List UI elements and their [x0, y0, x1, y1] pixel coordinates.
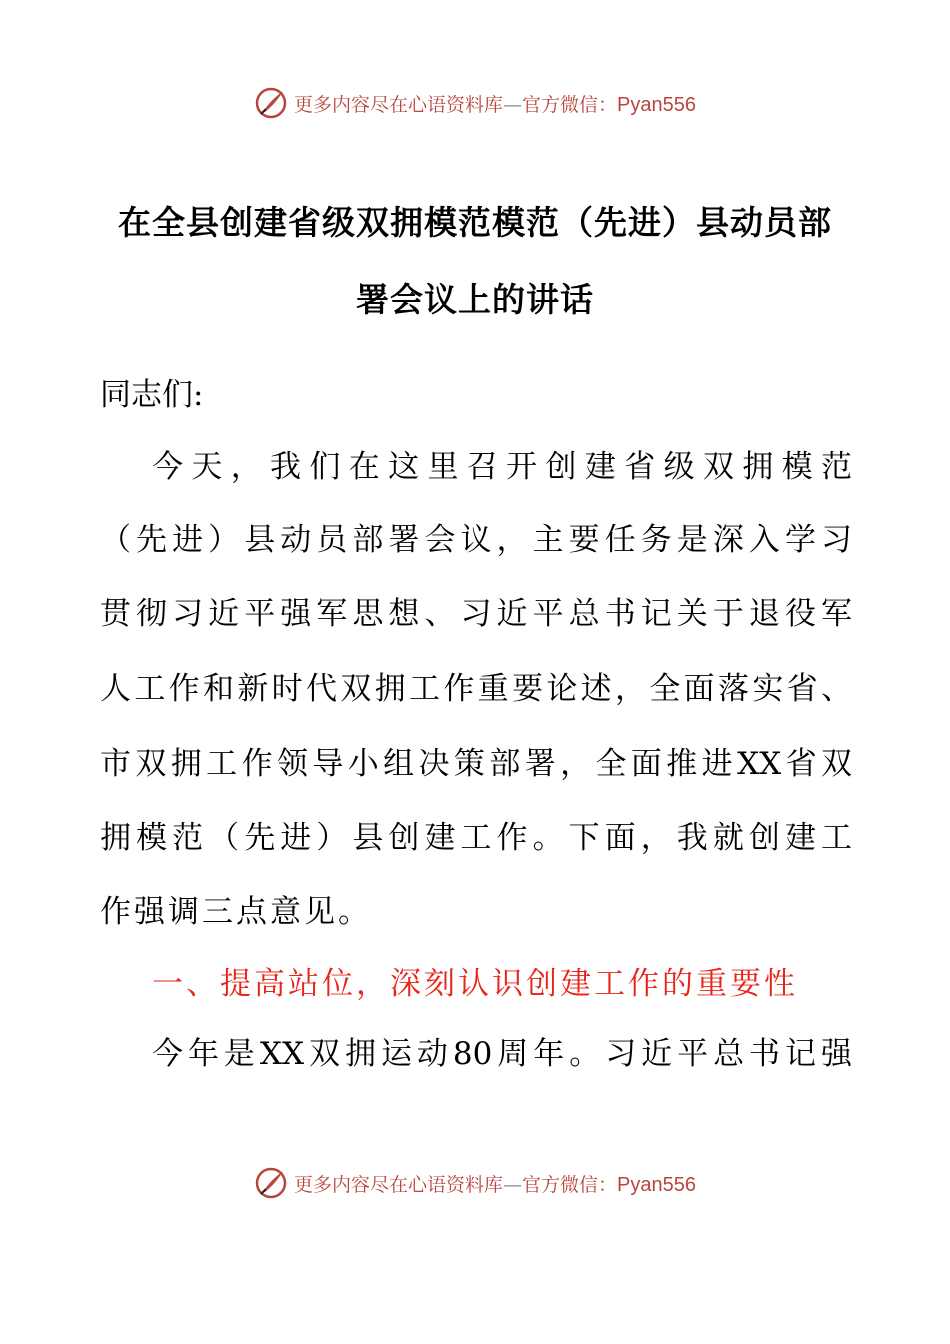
- quill-logo-icon: [254, 1166, 288, 1200]
- watermark-dash: —: [503, 1173, 523, 1196]
- watermark-text: [294, 90, 696, 117]
- watermark-id: Pyan556: [617, 1173, 696, 1196]
- document-title-line1: 在全县创建省级双拥模范模范（先进）县动员部: [118, 203, 832, 242]
- para1-line6: 拥模范（先进）县创建工作。下面，我就创建工: [100, 820, 852, 856]
- section-heading-1: 一、提高站位，深刻认识创建工作的重要性: [152, 966, 798, 1002]
- header-watermark: [0, 83, 950, 123]
- footer-watermark: [0, 1163, 950, 1203]
- para1-line4: 人工作和新时代双拥工作重要论述，全面落实省、: [100, 671, 852, 707]
- watermark-id: Pyan556: [617, 93, 696, 116]
- para1-line7: 作强调三点意见。: [100, 894, 372, 930]
- para1-line2: （先进）县动员部署会议，主要任务是深入学习: [100, 522, 852, 558]
- para2-line1: 今年是XX双拥运动80周年。习近平总书记强: [152, 1036, 852, 1072]
- para1-line1: 今天，我们在这里召开创建省级双拥模范: [152, 449, 852, 485]
- document-title-line2: 署会议上的讲话: [356, 280, 594, 319]
- watermark-suffix: 官方微信：: [522, 1173, 618, 1196]
- watermark-suffix: 官方微信：: [522, 93, 618, 116]
- para1-line5: 市双拥工作领导小组决策部署，全面推进XX省双: [100, 746, 852, 782]
- watermark-text: [294, 1170, 696, 1197]
- watermark-dash: —: [503, 93, 523, 116]
- watermark-main: 更多内容尽在心语资料库: [294, 1173, 504, 1196]
- para1-line3: 贯彻习近平强军思想、习近平总书记关于退役军: [100, 596, 852, 632]
- quill-logo-icon: [254, 86, 288, 120]
- watermark-main: 更多内容尽在心语资料库: [294, 93, 504, 116]
- salutation: 同志们:: [100, 377, 204, 413]
